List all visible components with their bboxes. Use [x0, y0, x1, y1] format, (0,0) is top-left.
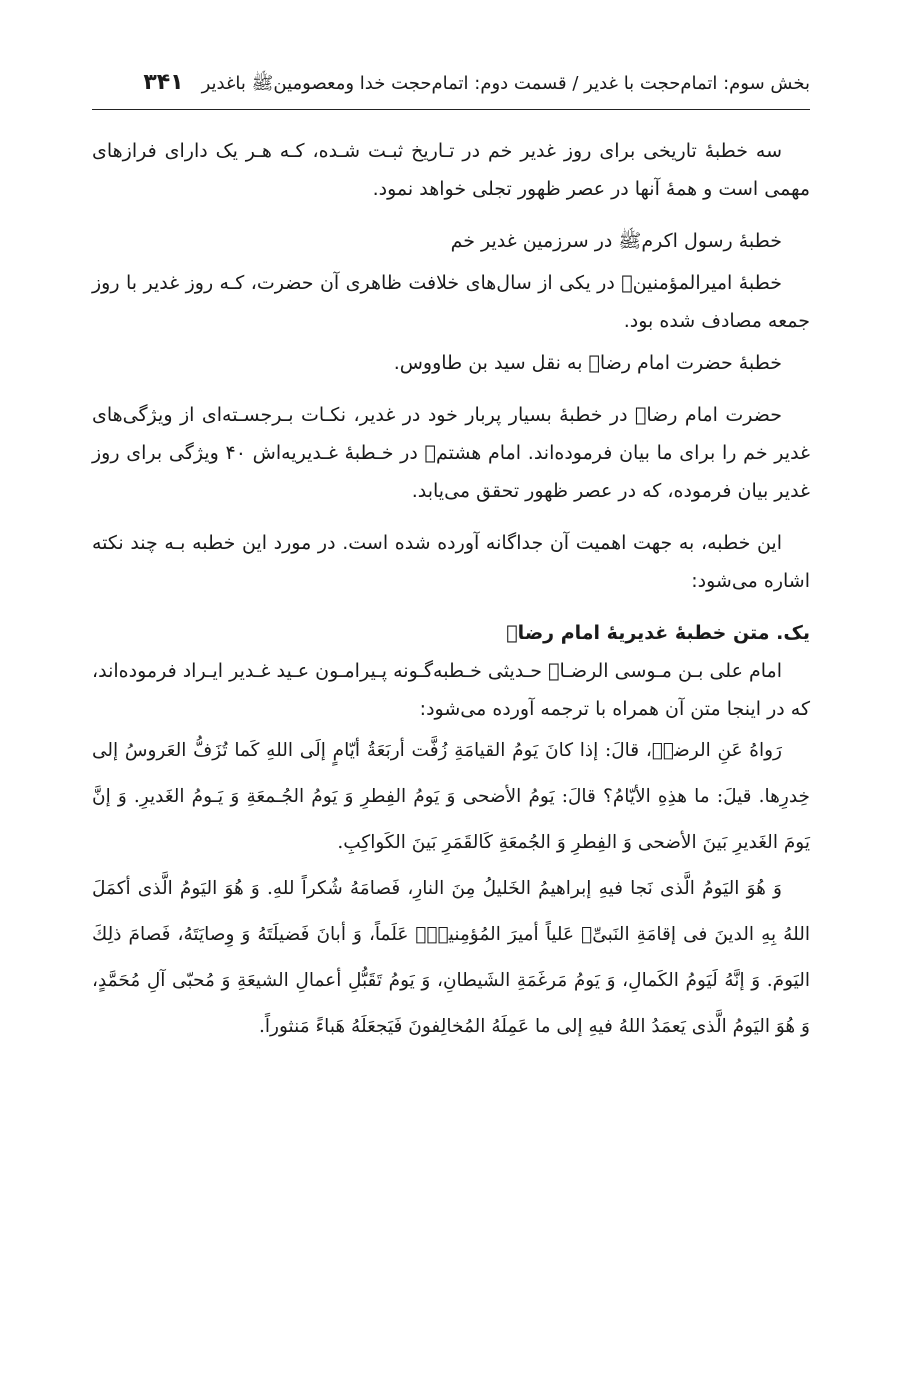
notes-intro-paragraph: این خطبه، به جهت اهمیت آن جداگانه آورده شده است. در مورد این خطبه بـه چند نکته اشاره می‌شود: — [92, 532, 810, 592]
sermon-list-item-prophet: خطبهٔ رسول اکرمﷺ در سرزمین غدیر خم — [450, 230, 782, 252]
page-number: ۳۴۱ — [143, 70, 184, 95]
intro-paragraph: سه خطبهٔ تاریخی برای روز غدیر خم در تـاریخ ثبـت شـده، کـه هـر یک دارای فرازهای مهمی است و همهٔ آنها در عصر ظهور تجلی خواهد نمود. — [92, 140, 810, 200]
arabic-text-block-1: رَواهُ عَنِ الرضاؑ، قالَ: إذا كانَ يَومُ القيامَةِ زُفَّت أربَعَةُ أيّامٍ إلَى اللهِ كَما تُزَفُّ العَروسُ إلى خِدرِها. قيلَ: ما هذِهِ الأيّامُ؟ قالَ: يَومُ الأضحى وَ يَومُ الفِطرِ وَ يَومُ الجُـمعَةِ وَ يَـومُ الغَديرِ. وَ إنَّ يَومَ الغَديرِ بَينَ الأضحى وَ الفِطرِ وَ الجُمعَةِ كَالقَمَرِ بَينَ الكَواكِبِ. — [92, 740, 810, 853]
book-page — [92, 64, 810, 1050]
imam-reza-paragraph: حضرت امام رضاؑ در خطبهٔ بسیار پربار خود در غدیر، نکـات بـرجسـته‌ای از ویژگی‌های غدیر خم را برای ما بیان فرموده‌اند. امام هشتمؑ در خـطبهٔ غـدیریه‌اش ۴۰ ویژگی برای روز غدیر بیان فرموده، که در عصر ظهور تحقق می‌یابد. — [92, 404, 810, 502]
sermon-list-item-imam-reza: خطبهٔ حضرت امام رضاؑ به نقل سید بن طاووس. — [393, 352, 782, 374]
running-title: بخش سوم: اتمام‌حجت با غدیر / قسمت دوم: اتمام‌حجت خدا ومعصومینﷺ باغدیر — [201, 73, 810, 94]
section-heading: یک. متن خطبهٔ غدیریهٔ امام رضاؑ — [506, 622, 810, 644]
hadith-intro-paragraph: امام علی بـن مـوسی الرضـاؑ حـدیثی خـطبه‌گـونه پـیرامـون عـید غـدیر ایـراد فرموده‌اند، که در اینجا متن آن همراه با ترجمه آورده می‌شود: — [92, 660, 810, 720]
arabic-text-block-2: وَ هُوَ اليَومُ الَّذی نَجا فيهِ إبراهيمُ الخَليلُ مِنَ النارِ، فَصامَهُ شُكراً للهِ. وَ هُوَ اليَومُ الَّذی أكمَلَ اللهُ بِهِ الدينَ فی إقامَةِ النَبیِّﷺ عَلياً أميرَ المُؤمِنينَؑ عَلَماً، وَ أبانَ فَضيلَتَهُ وَ وِصايَتَهُ، فَصامَ ذلِكَ اليَومَ. وَ إنَّهُ لَيَومُ الكَمالِ، وَ يَومُ مَرغَمَةِ الشَيطانِ، وَ يَومُ تَقَبُّلِ أعمالِ الشيعَةِ وَ مُحبّی آلِ مُحَمَّدٍ، وَ هُوَ اليَومُ الَّذی يَعمَدُ اللهُ فيهِ إلى ما عَمِلَهُ المُخالِفونَ فَيَجعَلَهُ هَباءً مَنثوراً. — [92, 878, 810, 1037]
sermon-list-item-amir-al-muminin: خطبهٔ امیرالمؤمنینؑ در یکی از سال‌های خلافت ظاهری آن حضرت، کـه روز غدیر با روز جمعه مصادف شده بود. — [92, 272, 810, 332]
running-header — [92, 64, 810, 110]
